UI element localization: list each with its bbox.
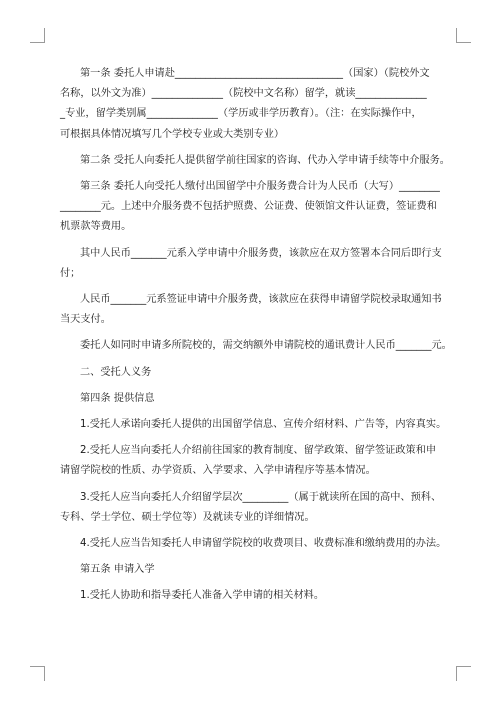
paragraph [60,363,450,383]
paragraph-line: 人民币_______元系签证申请中介服务费，该款应在获得申请留学院校录取通知书 [80,294,442,306]
paragraph-line: 第一条 委托人申请赴_________________________________（国家）（院校外文 [80,68,430,79]
paragraph [60,290,450,330]
paragraph [60,151,450,171]
crop-mark-top-right [456,28,471,43]
paragraph-line: 请留学院校的性质、办学资质、入学要求、入学申请程序等基本情况。 [60,465,376,477]
paragraph-line: 当天支付。 [60,314,111,326]
paragraph [60,336,450,356]
paragraph-line: 4.受托人应当告知委托人申请留学院校的收费项目、收费标准和缴纳费用的办法。 [80,538,447,550]
paragraph-line: 机票款等费用。 [60,221,132,233]
paragraph-line: 3.受托人应当向委托人介绍留学层次_________（属于就读所在国的高中、预科、 [80,491,442,503]
paragraph [60,534,450,554]
crop-mark-bottom-left [30,666,45,681]
paragraph-line: 名称，以外文为准）______________（院校中文名称）留学，就读______________ [60,88,427,100]
paragraph [60,389,450,409]
paragraph [60,64,450,145]
paragraph [60,244,450,284]
paragraph [60,415,450,435]
paragraph-line: 1.受托人承诺向委托人提供的出国留学信息、宣传介绍材料、广告等，内容真实。 [80,419,447,431]
document-body [60,64,450,613]
paragraph [60,177,450,238]
crop-mark-bottom-right [456,666,471,681]
paragraph-line: 可根据具体情况填写几个学校专业或大类别专业） [60,128,285,140]
paragraph-line: 其中人民币_______元系入学申请中介服务费，该款应在双方签署本合同后即行支 [80,247,442,259]
paragraph-line: 1.受托人协助和指导委托人准备入学申请的相关材料。 [80,590,325,602]
paragraph-line: 委托人如同时申请多所院校的，需交纳额外申请院校的通讯费计人民币_______元。 [80,340,452,352]
paragraph-line: 第三条 委托人向受托人缴付出国留学中介服务费合计为人民币（大写）________ [80,181,440,193]
paragraph [60,560,450,580]
crop-mark-top-left [30,28,45,43]
paragraph-line: 2.受托人应当向委托人介绍前往国家的教育制度、留学政策、留学签证政策和申 [80,445,437,457]
paragraph-line: _专业，留学类别属______________（学历或非学历教育）。（注：在实际操作中， [60,108,422,120]
paragraph [60,488,450,528]
paragraph-line: ________元。上述中介服务费不包括护照费、公证费、使领馆文件认证费，签证费和 [60,201,437,213]
paragraph-line: 付； [60,267,81,279]
paragraph-line: 第五条 申请入学 [80,564,155,576]
paragraph [60,586,450,606]
paragraph [60,441,450,481]
paragraph-line: 专科、学士学位、硕士学位等）及就读专业的详细情况。 [60,511,315,523]
paragraph-line: 第四条 提供信息 [80,392,155,404]
paragraph-line: 二、受托人义务 [80,366,152,378]
paragraph-line: 第二条 受托人向委托人提供留学前往国家的咨询、代办入学申请手续等中介服务。 [80,154,450,166]
